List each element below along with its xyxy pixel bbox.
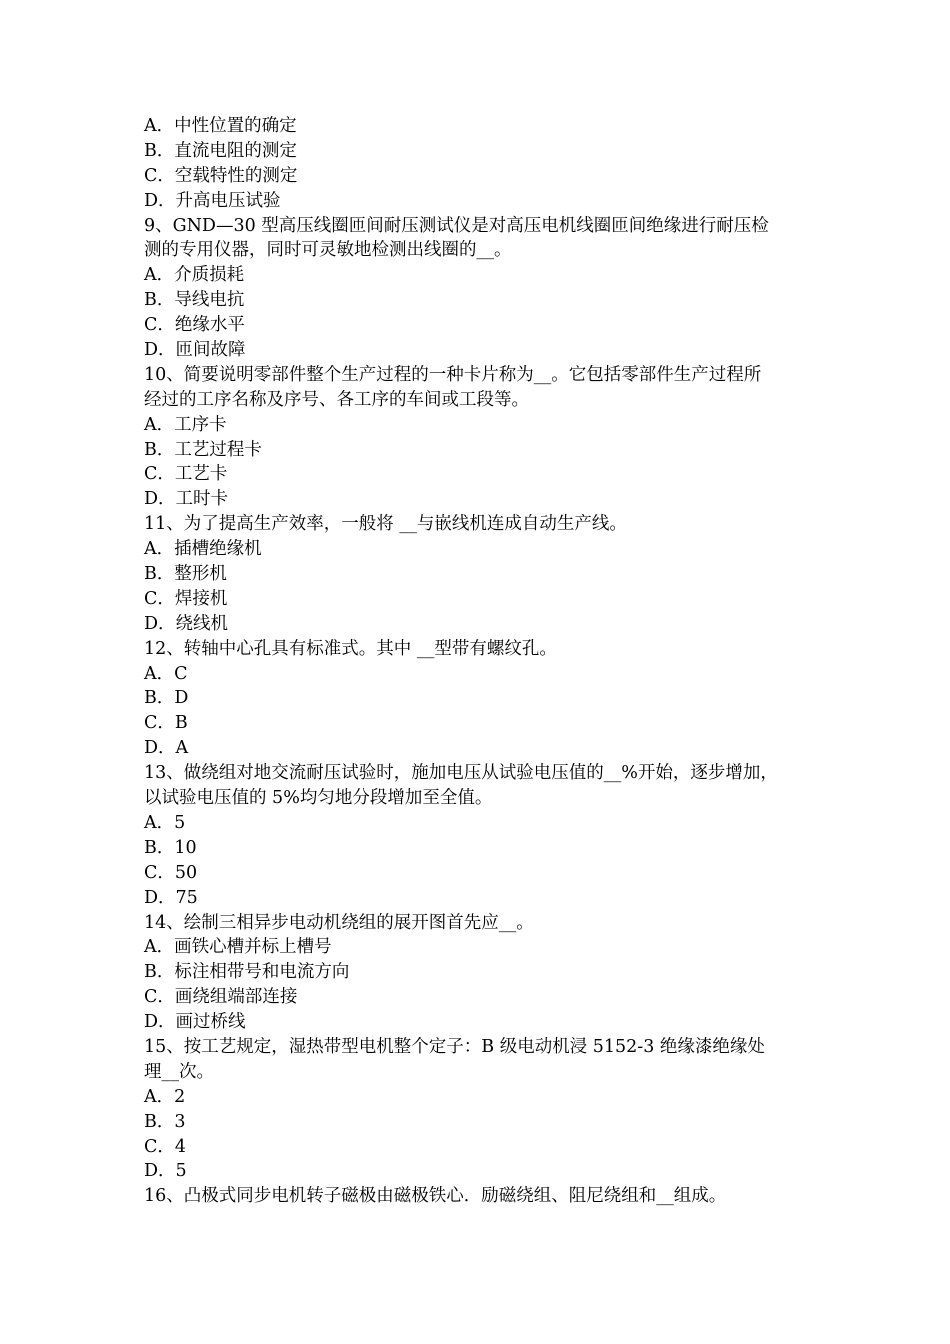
text-line: B．D bbox=[144, 688, 189, 709]
text-line: D．工时卡 bbox=[144, 489, 229, 510]
text-line: D．升高电压试验 bbox=[144, 190, 281, 211]
text-line: 经过的工序名称及序号、各工序的车间或工段等。 bbox=[144, 389, 529, 410]
text-line: A．介质损耗 bbox=[144, 265, 245, 286]
text-line: D．5 bbox=[144, 1161, 187, 1182]
text-line: C．工艺卡 bbox=[144, 464, 228, 485]
text-line: 13、做绕组对地交流耐压试验时，施加电压从试验电压值的__%开始，逐步增加， bbox=[144, 763, 778, 784]
text-line: C．4 bbox=[144, 1136, 187, 1157]
text-line: D．A bbox=[144, 738, 189, 759]
text-line: 11、为了提高生产效率，一般将 __与嵌线机连成自动生产线。 bbox=[144, 514, 627, 535]
text-line: A．画铁心槽并标上槽号 bbox=[144, 937, 332, 958]
text-line: 理__次。 bbox=[144, 1061, 214, 1082]
text-line: A．5 bbox=[144, 812, 186, 833]
text-line: B．导线电抗 bbox=[144, 290, 245, 311]
text-line: B．直流电阻的测定 bbox=[144, 140, 297, 161]
text-line: B．3 bbox=[144, 1111, 186, 1132]
text-line: 16、凸极式同步电机转子磁极由磁极铁心．励磁绕组、阻尼绕组和__组成。 bbox=[144, 1186, 727, 1207]
text-line: 9、GND—30 型高压线圈匝间耐压测试仪是对高压电机线圈匝间绝缘进行耐压检 bbox=[144, 215, 769, 236]
text-line: D．75 bbox=[144, 887, 198, 908]
text-line: C．绝缘水平 bbox=[144, 315, 245, 336]
text-line: 14、绘制三相异步电动机绕组的展开图首先应__。 bbox=[144, 912, 534, 933]
text-line: D．画过桥线 bbox=[144, 1012, 246, 1033]
text-line: C．空载特性的测定 bbox=[144, 165, 298, 186]
text-line: A．中性位置的确定 bbox=[144, 116, 297, 136]
text-line: 以试验电压值的 5%均匀地分段增加至全值。 bbox=[144, 788, 493, 809]
text-line: B．10 bbox=[144, 837, 197, 858]
text-line: B．工艺过程卡 bbox=[144, 439, 262, 460]
text-line: C．画绕组端部连接 bbox=[144, 987, 298, 1008]
text-line: B．标注相带号和电流方向 bbox=[144, 962, 350, 983]
text-line: A．C bbox=[144, 663, 188, 684]
text-line: 12、转轴中心孔具有标准式。其中 __型带有螺纹孔。 bbox=[144, 638, 557, 659]
text-line: D．绕线机 bbox=[144, 613, 229, 634]
text-line: A．插槽绝缘机 bbox=[144, 539, 262, 560]
text-line: C．B bbox=[144, 713, 188, 734]
text-line: A．2 bbox=[144, 1086, 186, 1107]
text-line: D．匝间故障 bbox=[144, 340, 246, 361]
text-line: 10、简要说明零部件整个生产过程的一种卡片称为__。它包括零部件生产过程所 bbox=[144, 364, 762, 385]
document-body bbox=[144, 114, 814, 1209]
text-line: C．50 bbox=[144, 862, 198, 883]
text-line: B．整形机 bbox=[144, 564, 227, 585]
text-line: 测的专用仪器，同时可灵敏地检测出线圈的__。 bbox=[144, 240, 512, 261]
text-line: C．焊接机 bbox=[144, 588, 228, 609]
text-line: A．工序卡 bbox=[144, 414, 227, 435]
text-line: 15、按工艺规定，湿热带型电机整个定子：B 级电动机浸 5152-3 绝缘漆绝缘处 bbox=[144, 1036, 765, 1057]
